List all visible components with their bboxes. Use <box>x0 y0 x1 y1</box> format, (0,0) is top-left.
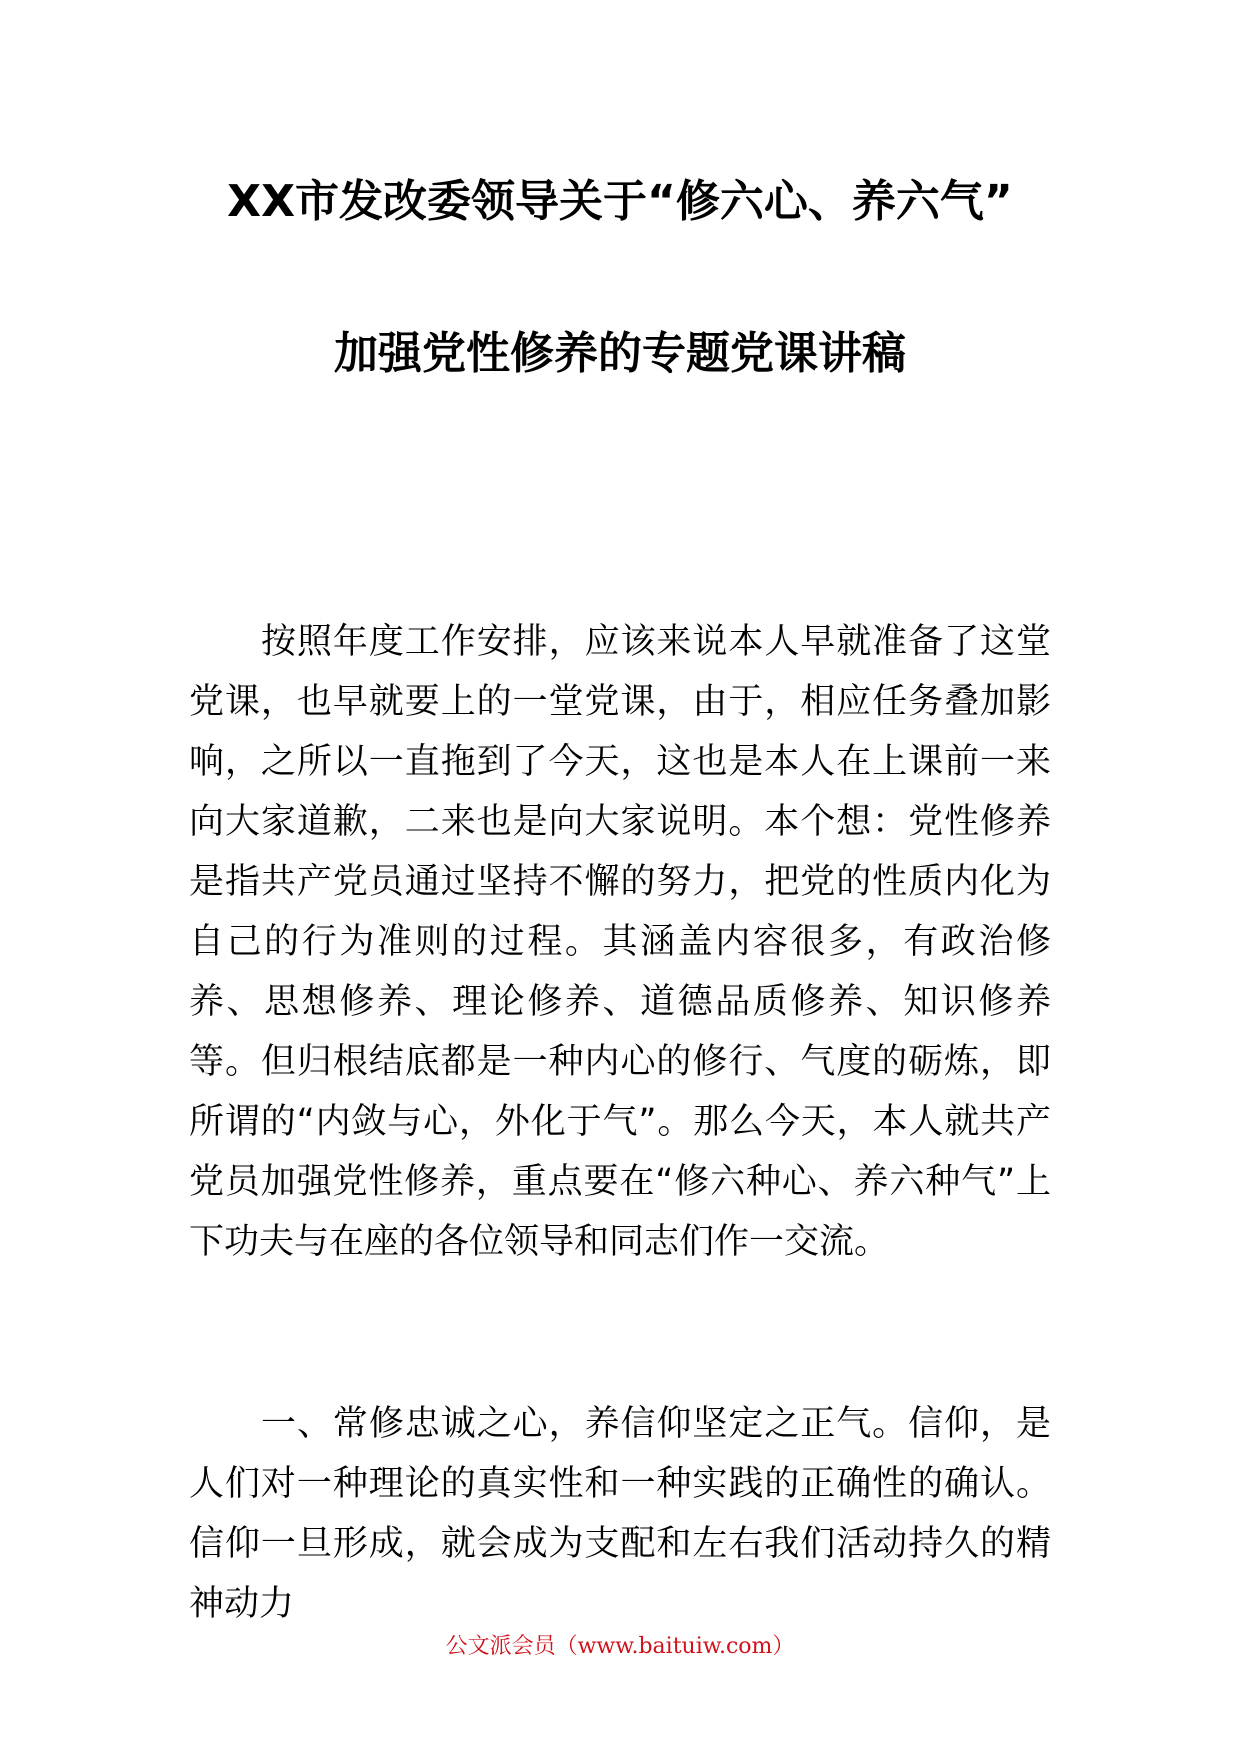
document-title-line-1: XX市发改委领导关于“修六心、养六气” <box>227 176 1013 227</box>
document-title-line-2: 加强党性修养的专题党课讲稿 <box>334 328 906 379</box>
body-paragraph-intro: 按照年度工作安排，应该来说本人早就准备了这堂党课，也早就要上的一堂党课，由于，相应任务叠加影响，之所以一直拖到了今天，这也是本人在上课前一来向大家道歉，二来也是向大家说明。本个想：党性修养是指共产党员通过坚持不懈的努力，把党的性质内化为自己的行为准则的过程。其涵盖内容很多，有政治修养、思想修养、理论修养、道德品质修养、知识修养等。但归根结底都是一种内心的修行、气度的砺炼，即所谓的“内敛与心，外化于气”。那么今天，本人就共产党员加强党性修养，重点要在“修六种心、养六种气”上下功夫与在座的各位领导和同志们作一交流。 <box>189 622 1051 1262</box>
footer-watermark: 公文派会员（www.baituiw.com） <box>445 1634 795 1659</box>
body-paragraph-section-one: 一、常修忠诚之心，养信仰坚定之正气。信仰，是人们对一种理论的真实性和一种实践的正确性的确认。信仰一旦形成，就会成为支配和左右我们活动持久的精神动力 <box>189 1404 1051 1624</box>
